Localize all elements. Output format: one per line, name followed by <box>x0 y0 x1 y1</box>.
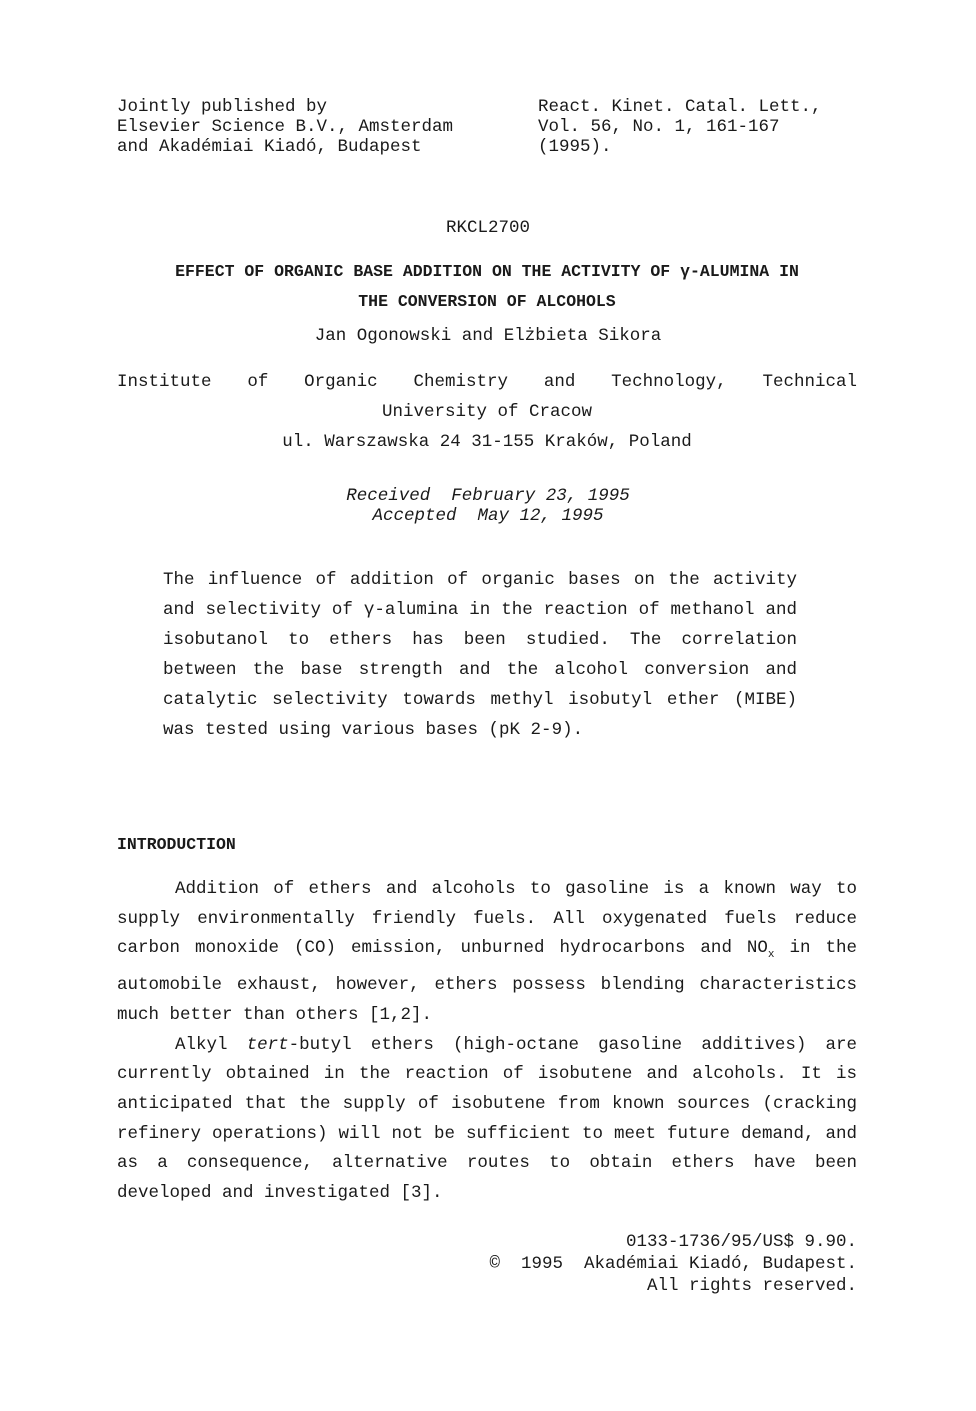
affiliation-address: ul. Warszawska 24 31-155 Kraków, Poland <box>282 432 692 452</box>
affiliation-word: Technical <box>762 372 857 392</box>
intro-text: -butyl ethers (high-octane gasoline additives) are currently obtained in the reaction of isobutene and alcohols. It is anticipated that the supply of isobutene from known sources (cracking refinery operations) will not be sufficient to meet future demand, and as a consequence, alternative routes to obtain ethers have been developed and investigated [3]. <box>117 1034 857 1204</box>
citation-line: React. Kinet. Catal. Lett., <box>538 97 822 117</box>
dates <box>0 486 976 526</box>
affiliation <box>117 367 857 457</box>
citation-block <box>538 97 822 157</box>
introduction-body <box>117 875 857 1209</box>
italic-tert: tert <box>246 1034 289 1055</box>
publisher-block <box>117 97 453 157</box>
affiliation-line-2: University of Cracow <box>381 402 593 422</box>
title-line: EFFECT OF ORGANIC BASE ADDITION ON THE ACTIVITY OF γ-ALUMINA IN <box>175 262 799 281</box>
citation-line: Vol. 56, No. 1, 161-167 <box>538 117 780 137</box>
intro-text: in the automobile exhaust, however, ethers possess blending characteristics much better than others [1,2]. <box>117 938 857 1025</box>
footer-line: © 1995 Akadémiai Kiadó, Budapest. <box>489 1254 857 1274</box>
citation-line: (1995). <box>538 137 612 157</box>
received-date: Received February 23, 1995 <box>346 486 630 506</box>
title-line: THE CONVERSION OF ALCOHOLS <box>358 292 616 311</box>
intro-text: Alkyl <box>175 1034 247 1055</box>
accepted-date: Accepted May 12, 1995 <box>372 506 604 526</box>
section-heading-introduction: INTRODUCTION <box>117 835 236 854</box>
affiliation-word: Chemistry <box>413 372 508 392</box>
publisher-line: Jointly published by <box>117 97 328 117</box>
publisher-line: and Akadémiai Kiadó, Budapest <box>117 137 422 157</box>
footer-line: 0133-1736/95/US$ 9.90. <box>625 1232 857 1252</box>
publisher-line: Elsevier Science B.V., Amsterdam <box>117 117 454 137</box>
subscript-x: x <box>767 949 775 962</box>
intro-text: Addition of ethers and alcohols to gasoline is a known way to supply environmentally friendly fuels. All oxygenated fuels reduce carbon monoxide (CO) emission, unburned hydrocarbons and NO <box>117 879 857 959</box>
affiliation-word: Technology, <box>611 372 727 392</box>
affiliation-word: and <box>543 372 576 392</box>
affiliation-line-1 <box>117 367 857 397</box>
abstract-text: The influence of addition of organic bases on the activity and selectivity of γ-alumina in the reaction of methanol and isobutanol to ethers has been studied. The correlation between the base strength and the alcohol conversion and catalytic selectivity towards methyl isobutyl ether (MIBE) was tested using various bases (pK 2-9). <box>163 570 797 740</box>
affiliation-word: Institute <box>117 372 212 392</box>
intro-paragraph-2 <box>117 1031 857 1209</box>
paper-title <box>117 257 857 317</box>
affiliation-word: of <box>247 372 269 392</box>
article-code: RKCL2700 <box>445 218 530 238</box>
abstract <box>163 565 797 745</box>
affiliation-word: Organic <box>304 372 378 392</box>
authors: Jan Ogonowski and Elżbieta Sikora <box>314 326 662 346</box>
copyright-footer <box>489 1231 857 1297</box>
footer-line: All rights reserved. <box>646 1276 857 1296</box>
intro-paragraph-1 <box>117 875 857 1031</box>
